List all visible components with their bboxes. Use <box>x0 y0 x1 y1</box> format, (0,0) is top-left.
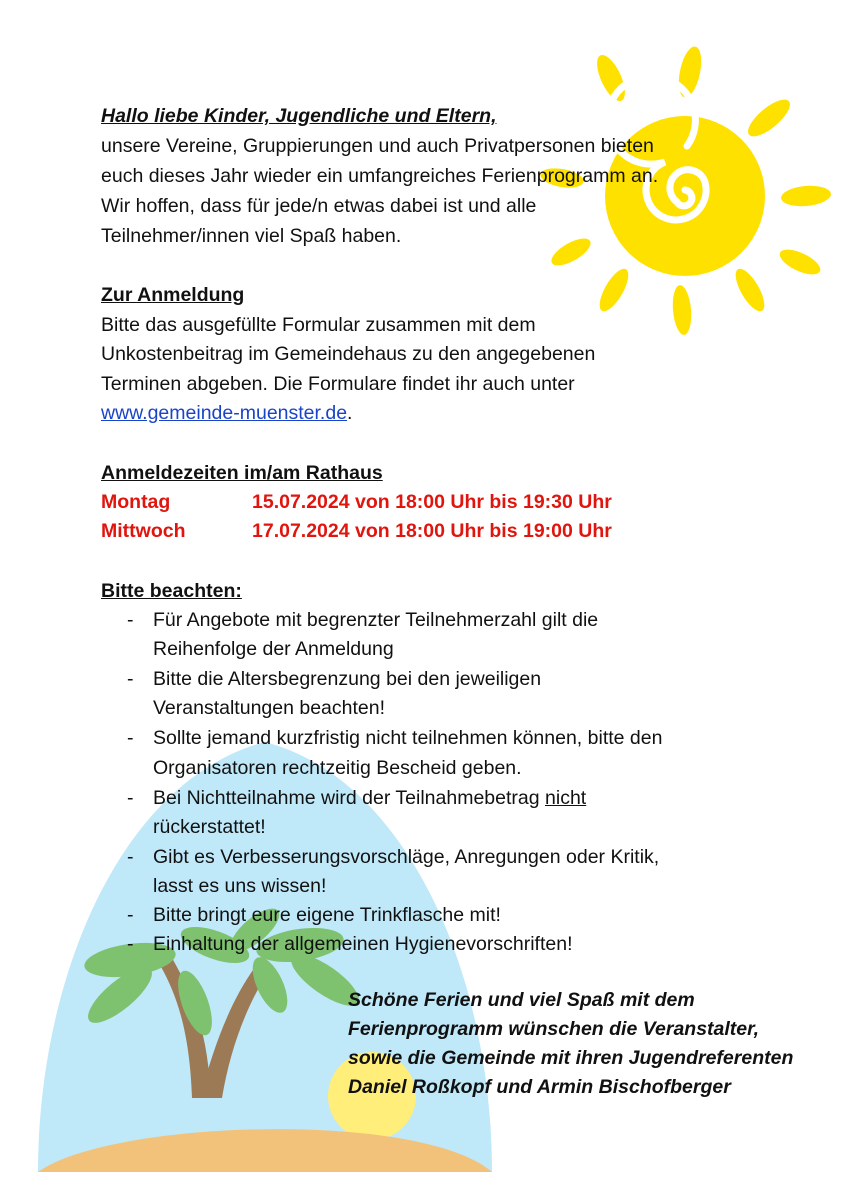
note-item: Sollte jemand kurzfristig nicht teilnehmen können, bitte den <box>153 727 663 749</box>
note-item: lasst es uns wissen! <box>153 875 327 897</box>
registration-line: Terminen abgeben. Die Formulare findet ihr auch unter <box>101 373 575 395</box>
note-item: Für Angebote mit begrenzter Teilnehmerzahl gilt die <box>153 609 599 631</box>
bullet-dash: - <box>127 904 134 926</box>
time-day: Montag <box>101 491 171 513</box>
registration-line: Unkostenbeitrag im Gemeindehaus zu den angegebenen <box>101 343 596 365</box>
bullet-dash: - <box>127 668 134 690</box>
closing-line: Schöne Ferien und viel Spaß mit dem <box>348 989 695 1011</box>
note-item: rückerstattet! <box>153 816 266 838</box>
notes-heading: Bitte beachten: <box>101 580 242 602</box>
registration-link-line <box>101 399 352 429</box>
note-item <box>153 784 586 814</box>
note-item: Bitte bringt eure eigene Trinkflasche mit! <box>153 904 501 926</box>
bullet-dash: - <box>127 933 134 955</box>
emphasis-nicht: nicht <box>545 787 587 809</box>
greeting-heading: Hallo liebe Kinder, Jugendliche und Eltern, <box>101 105 497 127</box>
note-item: Reihenfolge der Anmeldung <box>153 638 394 660</box>
note-text: Bei Nichtteilnahme wird der Teilnahmebetrag <box>153 787 546 809</box>
closing-line: Daniel Roßkopf und Armin Bischofberger <box>348 1076 731 1098</box>
time-slot: 17.07.2024 von 18:00 Uhr bis 19:00 Uhr <box>252 520 612 542</box>
note-item: Bitte die Altersbegrenzung bei den jeweiligen <box>153 668 542 690</box>
bullet-dash: - <box>127 787 134 809</box>
greeting-line: Teilnehmer/innen viel Spaß haben. <box>101 225 402 247</box>
note-item: Einhaltung der allgemeinen Hygienevorschriften! <box>153 933 573 955</box>
registration-line: Bitte das ausgefüllte Formular zusammen mit dem <box>101 314 536 336</box>
bullet-dash: - <box>127 727 134 749</box>
greeting-line: unsere Vereine, Gruppierungen und auch Privatpersonen bieten <box>101 135 654 157</box>
link-suffix: . <box>347 402 353 424</box>
website-link[interactable]: www.gemeinde-muenster.de <box>101 402 348 424</box>
time-day: Mittwoch <box>101 520 186 542</box>
bullet-dash: - <box>127 609 134 631</box>
registration-heading: Zur Anmeldung <box>101 284 245 306</box>
time-slot: 15.07.2024 von 18:00 Uhr bis 19:30 Uhr <box>252 491 612 513</box>
closing-line: Ferienprogramm wünschen die Veranstalter, <box>348 1018 760 1040</box>
times-heading: Anmeldezeiten im/am Rathaus <box>101 462 383 484</box>
note-item: Gibt es Verbesserungsvorschläge, Anregungen oder Kritik, <box>153 846 660 868</box>
bullet-dash: - <box>127 846 134 868</box>
note-item: Veranstaltungen beachten! <box>153 697 386 719</box>
greeting-line: euch dieses Jahr wieder ein umfangreiches Ferienprogramm an. <box>101 165 659 187</box>
note-item: Organisatoren rechtzeitig Bescheid geben. <box>153 757 522 779</box>
greeting-line: Wir hoffen, dass für jede/n etwas dabei ist und alle <box>101 195 537 217</box>
closing-line: sowie die Gemeinde mit ihren Jugendreferenten <box>348 1047 794 1069</box>
